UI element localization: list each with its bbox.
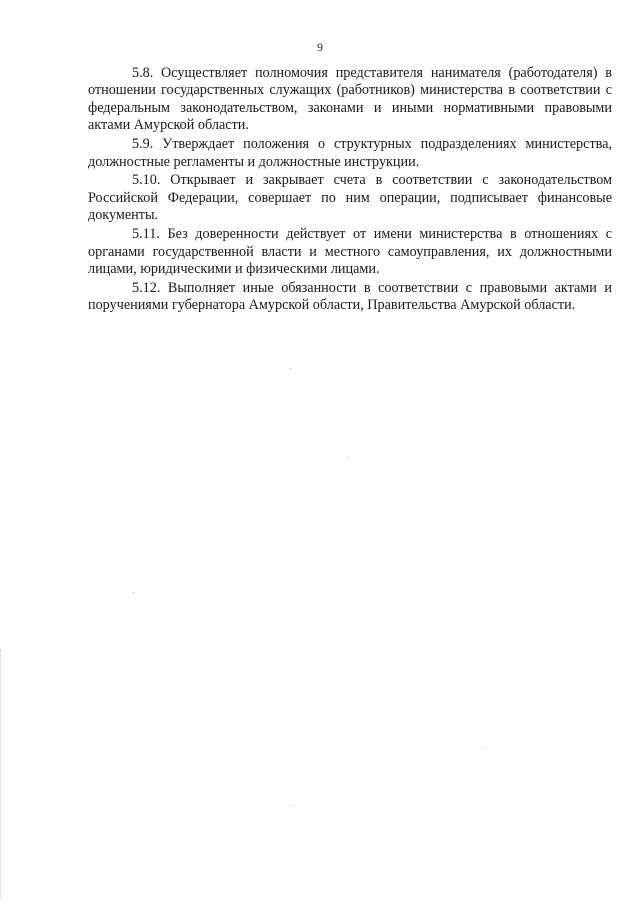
paragraph-5-10: 5.10. Открывает и закрывает счета в соответствии с законодательством Российской Федерации, совершает по ним операции, подписывает финансовые документы.	[88, 172, 612, 224]
document-body	[88, 65, 612, 316]
scan-speck	[485, 748, 486, 749]
scan-speck	[348, 458, 349, 459]
paragraph-5-9: 5.9. Утверждает положения о структурных подразделениях министерства, должностные регламенты и должностные инструкции.	[88, 136, 612, 170]
paragraph-5-11: 5.11. Без доверенности действует от имени министерства в отношениях с органами государственной власти и местного самоуправления, их должностными лицами, юридическими и физическими лицами.	[88, 226, 612, 277]
scan-speck	[290, 805, 291, 806]
paragraph-5-8: 5.8. Осуществляет полномочия представителя нанимателя (работодателя) в отношении государственных служащих (работников) министерства в соответствии с федеральным законодательством, законами и иными нормативными правовыми актами Амурской области.	[88, 65, 612, 134]
scan-speck	[133, 592, 134, 593]
page-number: 9	[317, 40, 323, 54]
scan-edge-artifact	[0, 650, 3, 900]
scan-speck	[290, 368, 291, 369]
paragraph-5-12: 5.12. Выполняет иные обязанности в соответствии с правовыми актами и поручениями губернатора Амурской области, Правительства Амурской области.	[88, 279, 612, 314]
